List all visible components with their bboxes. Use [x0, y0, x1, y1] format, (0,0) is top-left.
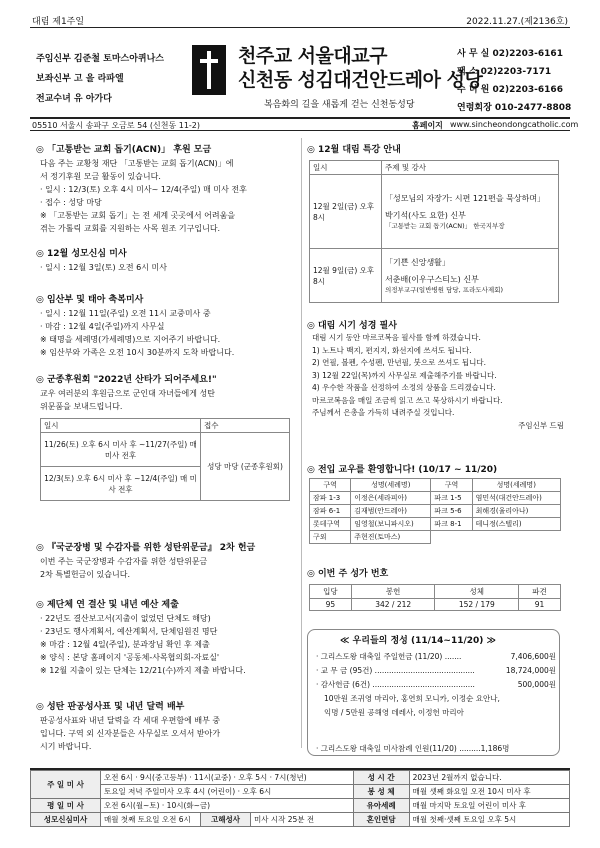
contact-office: 사 무 실 02)2203-6161: [457, 49, 563, 59]
table-row: 잠파 1-3 이정은(세라피아) 파크 1-5 염민석(대건안드레아): [310, 492, 561, 505]
military-santa-body: 교우 여러분의 후원금으로 군인대 자녀들에게 성탄 위문품을 보내드립니다.: [40, 389, 216, 411]
church-cross-logo-icon: [192, 45, 226, 95]
calendar-body: 판공성사표와 내년 달력을 각 세대 우편함에 배부 중 입니다. 구역 외 신자분들은 사무실로 오셔서 받아가 시기 바랍니다.: [40, 716, 221, 751]
clergy-pastor: 주임신부 김준철 토마스아퀴나스: [36, 54, 164, 64]
advent-lecture-title: ◎ 12월 대림 특강 안내: [307, 145, 401, 155]
christmas-offering-body: 이번 주는 국군장병과 수감자를 위한 성탄위문금 2차 특별헌금이 있습니다.: [40, 557, 208, 579]
clergy-assistant: 보좌신부 고 을 라파엘: [36, 74, 124, 84]
acn-body: 다음 주는 교황청 재단 「고통받는 교회 돕기(ACN)」에 서 정기후원 모금 활동이 있습니다. · 일시 : 12/3(토) 오후 4시 미사~ 12/4(주일) 매 미사 전후 · 접수 : 성당 마당 ※ 「고통받는 교회 돕기」는 전 세계 곳곳에서 어려움을 겪는 가톨릭 교회를 지원하는 사목 원조 기구입니다.: [40, 159, 247, 233]
address: 05510 서울시 송파구 오금로 54 (신천동 11-2): [32, 121, 201, 130]
pastor-sign: 주임신부 드림: [518, 420, 564, 430]
contact-funeral: 연령회장 010-2477-8808: [457, 103, 572, 113]
mass-schedule-footer: [30, 768, 570, 827]
slogan: 복음화의 길을 새롭게 걷는 신천동성당: [264, 100, 415, 110]
homepage-link[interactable]: www.sincheondongcatholic.com: [450, 120, 579, 129]
attendance: · 그리스도왕 대축일 미사참례 인원(11/20) .........1,186명: [316, 744, 510, 753]
table-row: 구외 주현진(토마스): [310, 531, 561, 544]
offering-title: ≪ 우리들의 정성 (11/14~11/20) ≫: [340, 636, 496, 646]
pregnancy-mass-body: · 일시 : 12월 11일(주일) 오전 11시 교중미사 중 · 마감 : 12월 4일(주일)까지 사무실 ※ 태명을 세례명(가세례명)으로 지어주기 바랍니다. ※ 임산부와 가족은 오전 10시 30분까지 도착 바랍니다.: [40, 309, 235, 357]
mass-schedule-table: 주 일 미 사 오전 6시 · 9시(중고등부) · 11시(교중) · 오후 5시 · 7시(청년) 성 시 간 2023년 2월까지 없습니다. 토요일 저녁 주일미사 오후 4시 (어린이) · 오후 6시 봉 성 체 매월 셋째 화요일 오전 10시 미사 후 평 일 미 사 오전 6시(월~토) · 10시(화~금) 유아세례 매월 마지막 토요일 어린이 미사 후 성모신심미사 매월 첫째 토요일 오전 6시 고해성사 미사 시작 25분 전 혼인면담 매월 첫째·셋째 토요일 오후 5시: [30, 770, 570, 827]
hymn-title: ◎ 이번 주 성가 번호: [307, 569, 389, 579]
church-title-line1: 천주교 서울대교구: [238, 45, 387, 67]
budget-body: · 22년도 결산보고서(지출이 없었던 단체도 해당) · 23년도 행사계획서, 예산계획서, 단체임원진 명단 ※ 마감 : 12월 4일(주일), 분과장님 확인 후 제출 ※ 양식 : 본당 홈페이지 '공동체-사목협의회-자료실' ※ 12월 지출이 있는 단체는 12/21(수)까지 제출 바랍니다.: [40, 614, 246, 675]
welcome-title: ◎ 전입 교우를 환영합니다! (10/17 ~ 11/20): [307, 465, 498, 475]
marian-mass-body: · 일시 : 12월 3일(토) 오전 6시 미사: [40, 263, 167, 272]
hymn-table: 입당 봉헌 성체 파견 95 342 / 212 152 / 179 91: [309, 584, 561, 611]
military-santa-title: ◎ 군종후원회 "2022년 산타가 되어주세요!": [36, 375, 217, 385]
bible-copy-title: ◎ 대림 시기 성경 필사: [307, 321, 397, 331]
military-santa-table: 일시 접수 11/26(토) 오후 6시 미사 후 ~11/27(주일) 매 미사 전후 성당 마당 (군종후원회) 12/3(토) 오후 6시 미사 후 ~12/4(주일) 매 미사 전후: [40, 418, 290, 501]
marian-mass-title: ◎ 12월 성모신심 미사: [36, 249, 127, 259]
table-row: 잠파 6-1 김재범(안드레아) 파크 5-6 최해경(율리아나): [310, 505, 561, 518]
church-title-line2: 신천동 성김대건안드레아 성당: [238, 69, 483, 91]
clergy-sister: 전교수녀 유 아가다: [36, 94, 112, 104]
contact-fax: 팩 스 02)2203-7171: [457, 67, 552, 77]
issue-date: 2022.11.27.(제2136호): [466, 17, 568, 27]
table-row: 롯데구역 임영철(보니파시오) 파크 8-1 테니정(스텔리): [310, 518, 561, 531]
calendar-title: ◎ 성탄 판공성사표 및 내년 달력 배부: [36, 702, 185, 712]
contact-convent: 수 녀 원 02)2203-6166: [457, 85, 563, 95]
address-line: [30, 117, 579, 131]
offering-body: · 그리스도왕 대축일 주일헌금 (11/20) ....... 7,406,600원 · 교 무 금 (95건) .......................................... 18,724,000원 · 감사헌금 (6건) ........................................... 500,000원 10만원 조귀영 마리아, 홍연희 모니카, 이정순 요안나, 익명 / 5만원 공해영 데레사, 이정헌 마리아: [316, 652, 556, 717]
church-title: [238, 44, 482, 92]
pregnancy-mass-title: ◎ 임산부 및 태아 축복미사: [36, 295, 144, 305]
budget-title: ◎ 제단체 연 결산 및 내년 예산 제출: [36, 600, 179, 610]
column-divider: [301, 138, 302, 748]
top-header-line: [30, 14, 570, 28]
bible-copy-body: 대림 시기 동안 마르코복음 필사를 함께 하겠습니다. 1) 노트나 백지, 편지지, 화선지에 쓰셔도 됩니다. 2) 연필, 볼펜, 수성펜, 만년필, 붓으로 쓰셔도 됩니다. 3) 12월 22일(목)까지 사무실로 제출해주기를 바랍니다. 4) 우수한 작품을 선정하여 소정의 상품을 드리겠습니다. 마르코복음을 매일 조금씩 읽고 쓰고 묵상하시기 바랍니다. 주님께서 은총을 가득히 내려주실 것입니다. 주임신부 드림: [312, 332, 564, 432]
acn-title: ◎ 「고통받는 교회 돕기(ACN)」 후원 모금: [36, 145, 212, 155]
advent-lecture-table: 일시 주제 및 강사 12월 2일(금) 오후 8시 「성모님의 자장가: 시편 121편을 묵상하며」 박기석(사도 요한) 신부 「고통받는 교회 돕기(ACN)」 한국지부장 12월 9일(금) 오후 8시 「기쁜 신앙생활」 서춘배(이우구스티노) 신부 의정부교구(일반병원 담당, 프라도사제회): [309, 160, 559, 303]
welcome-table: 구역 성명(세례명) 구역 성명(세례명) 잠파 1-3 이정은(세라피아) 파크 1-5 염민석(대건안드레아) 잠파 6-1 김재범(안드레아) 파크 5-6 최해경(율리아나) 롯데구역 임영철(보니파시오) 파크 8-1 테니정(스텔리) 구외 주현진(토마스): [309, 478, 561, 544]
homepage-label: 홈페이지: [412, 121, 443, 130]
christmas-offering-title: ◎ 『국군장병 및 수감자를 위한 성탄위문금』 2차 헌금: [36, 543, 256, 553]
week-label: 대림 제1주일: [32, 17, 85, 27]
